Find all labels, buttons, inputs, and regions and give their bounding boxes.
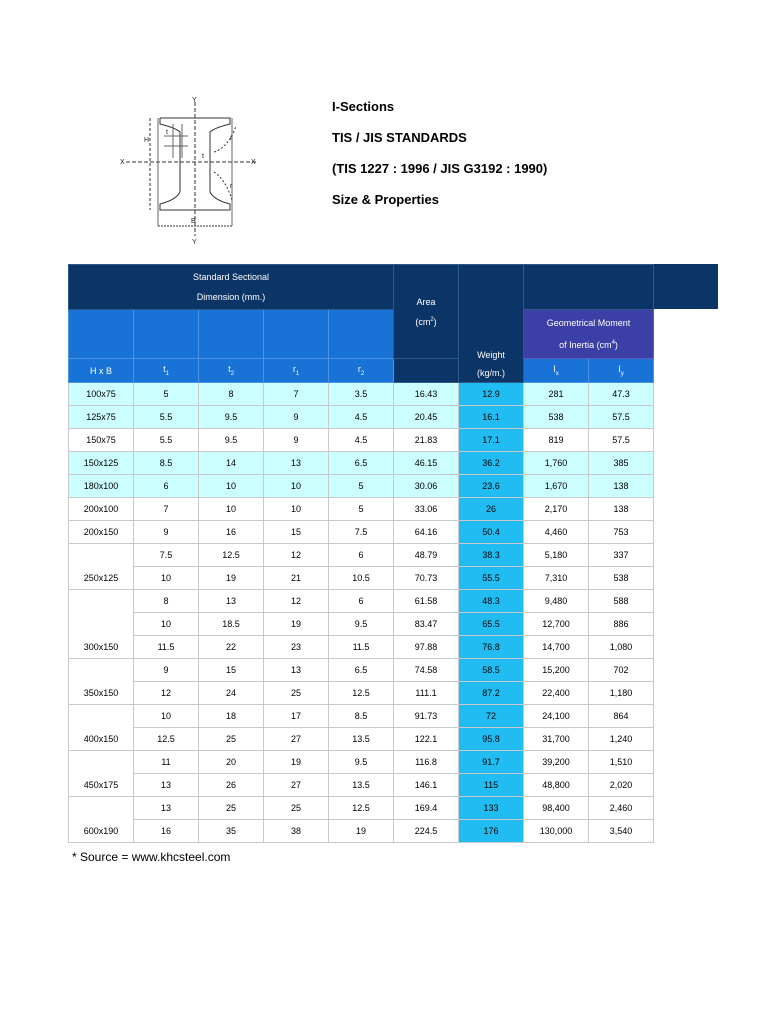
cell-area: 116.8 bbox=[394, 751, 459, 774]
cell-ix: 1,670 bbox=[524, 475, 589, 498]
cell-r2: 12.5 bbox=[329, 797, 394, 820]
cell-r2: 12.5 bbox=[329, 682, 394, 705]
cell-iy: 538 bbox=[589, 567, 654, 590]
t2-header-top bbox=[199, 310, 264, 359]
cell-ix: 4,460 bbox=[524, 521, 589, 544]
cell-t1: 5.5 bbox=[134, 429, 199, 452]
cell-t1: 10 bbox=[134, 705, 199, 728]
cell-t2: 8 bbox=[199, 383, 264, 406]
cell-r2: 9.5 bbox=[329, 613, 394, 636]
cell-t1: 12.5 bbox=[134, 728, 199, 751]
cell-r1: 25 bbox=[264, 682, 329, 705]
cell-r1: 21 bbox=[264, 567, 329, 590]
standard-header-line1: Standard Sectional bbox=[192, 272, 270, 282]
cell-t1: 5.5 bbox=[134, 406, 199, 429]
cell-t2: 26 bbox=[199, 774, 264, 797]
table-row bbox=[69, 383, 654, 406]
cell-weight: 115 bbox=[459, 774, 524, 797]
table-row bbox=[69, 613, 654, 636]
cell-t2: 9.5 bbox=[199, 406, 264, 429]
column-header-t1 bbox=[134, 359, 199, 383]
cell-iy: 753 bbox=[589, 521, 654, 544]
iy-subscript: y bbox=[620, 370, 624, 377]
document-heading bbox=[332, 98, 547, 222]
cell-r2: 6 bbox=[329, 544, 394, 567]
cell-t1: 16 bbox=[134, 820, 199, 843]
cell-ix: 22,400 bbox=[524, 682, 589, 705]
heading-standard-codes: (TIS 1227 : 1996 / JIS G3192 : 1990) bbox=[332, 161, 548, 176]
cell-hb: 300x150 bbox=[69, 590, 134, 659]
cell-iy: 702 bbox=[589, 659, 654, 682]
area-unit: (cm bbox=[415, 316, 431, 327]
table-row bbox=[69, 636, 654, 659]
cell-t2: 9.5 bbox=[199, 429, 264, 452]
table-row bbox=[69, 682, 654, 705]
cell-t2: 25 bbox=[199, 797, 264, 820]
cell-r1: 19 bbox=[264, 751, 329, 774]
cell-area: 111.1 bbox=[394, 682, 459, 705]
cell-ix: 31,700 bbox=[524, 728, 589, 751]
t1-header-top bbox=[134, 310, 199, 359]
r1-label: r bbox=[292, 364, 296, 375]
table-row bbox=[69, 498, 654, 521]
cell-hb: 150x75 bbox=[69, 429, 134, 452]
cell-ix: 39,200 bbox=[524, 751, 589, 774]
cell-area: 61.58 bbox=[394, 590, 459, 613]
cell-r1: 27 bbox=[264, 728, 329, 751]
cell-t1: 7.5 bbox=[134, 544, 199, 567]
cell-r1: 10 bbox=[264, 498, 329, 521]
cell-hb: 150x125 bbox=[69, 452, 134, 475]
table-row bbox=[69, 728, 654, 751]
cell-area: 46.15 bbox=[394, 452, 459, 475]
cell-t2: 18.5 bbox=[199, 613, 264, 636]
r2-subscript: 2 bbox=[360, 370, 365, 377]
t1-label: t bbox=[163, 364, 166, 375]
cell-iy: 138 bbox=[589, 475, 654, 498]
cell-r2: 3.5 bbox=[329, 383, 394, 406]
heading-subtitle: Size & Properties bbox=[332, 192, 439, 207]
diagram-label-x-right: X bbox=[251, 159, 256, 166]
cell-r2: 13.5 bbox=[329, 774, 394, 797]
cell-r2: 5 bbox=[329, 475, 394, 498]
cell-ix: 48,800 bbox=[524, 774, 589, 797]
cell-r2: 13.5 bbox=[329, 728, 394, 751]
cell-weight: 12.9 bbox=[459, 383, 524, 406]
cell-hb: 350x150 bbox=[69, 659, 134, 705]
cell-hb: 400x150 bbox=[69, 705, 134, 751]
cell-weight: 95.8 bbox=[459, 728, 524, 751]
table-row bbox=[69, 475, 654, 498]
cell-ix: 14,700 bbox=[524, 636, 589, 659]
cell-weight: 87.2 bbox=[459, 682, 524, 705]
cell-t1: 8.5 bbox=[134, 452, 199, 475]
table-row bbox=[69, 774, 654, 797]
cell-r2: 4.5 bbox=[329, 429, 394, 452]
cell-weight: 36.2 bbox=[459, 452, 524, 475]
cell-weight: 65.5 bbox=[459, 613, 524, 636]
cell-r2: 6.5 bbox=[329, 659, 394, 682]
cell-iy: 886 bbox=[589, 613, 654, 636]
t1-subscript: 1 bbox=[165, 370, 169, 377]
cell-t1: 7 bbox=[134, 498, 199, 521]
cell-weight: 17.1 bbox=[459, 429, 524, 452]
cell-area: 83.47 bbox=[394, 613, 459, 636]
cell-t2: 24 bbox=[199, 682, 264, 705]
column-header-ix bbox=[524, 359, 589, 383]
cell-iy: 1,510 bbox=[589, 751, 654, 774]
cell-weight: 91.7 bbox=[459, 751, 524, 774]
cell-hb: 100x75 bbox=[69, 383, 134, 406]
cell-r1: 17 bbox=[264, 705, 329, 728]
cell-t1: 11.5 bbox=[134, 636, 199, 659]
moment-unit-sup: 4 bbox=[611, 340, 615, 346]
i-section-diagram bbox=[118, 96, 258, 246]
cell-iy: 2,020 bbox=[589, 774, 654, 797]
cell-t1: 13 bbox=[134, 774, 199, 797]
cell-t2: 18 bbox=[199, 705, 264, 728]
cell-weight: 26 bbox=[459, 498, 524, 521]
table-row bbox=[69, 820, 654, 843]
cell-ix: 7,310 bbox=[524, 567, 589, 590]
cell-r1: 27 bbox=[264, 774, 329, 797]
table-row bbox=[69, 544, 654, 567]
moment-header-line1: Geometrical Moment bbox=[546, 318, 631, 328]
cell-r2: 8.5 bbox=[329, 705, 394, 728]
cell-iy: 337 bbox=[589, 544, 654, 567]
cell-t1: 13 bbox=[134, 797, 199, 820]
cell-t1: 6 bbox=[134, 475, 199, 498]
r2-label: r bbox=[357, 364, 361, 375]
cell-ix: 98,400 bbox=[524, 797, 589, 820]
table-row bbox=[69, 567, 654, 590]
diagram-label-h: H bbox=[144, 137, 150, 144]
cell-area: 91.73 bbox=[394, 705, 459, 728]
cell-weight: 23.6 bbox=[459, 475, 524, 498]
cell-ix: 281 bbox=[524, 383, 589, 406]
area-header: Area $(cm^2)$ bbox=[394, 265, 459, 359]
header-extension-block bbox=[653, 264, 718, 309]
cell-ix: 538 bbox=[524, 406, 589, 429]
cell-r1: 7 bbox=[264, 383, 329, 406]
cell-r2: 10.5 bbox=[329, 567, 394, 590]
cell-ix: 130,000 bbox=[524, 820, 589, 843]
cell-r2: 19 bbox=[329, 820, 394, 843]
cell-r1: 9 bbox=[264, 429, 329, 452]
area-label: Area bbox=[416, 296, 436, 307]
cell-area: 224.5 bbox=[394, 820, 459, 843]
column-header-t2 bbox=[199, 359, 264, 383]
cell-t2: 20 bbox=[199, 751, 264, 774]
cell-t1: 8 bbox=[134, 590, 199, 613]
cell-iy: 864 bbox=[589, 705, 654, 728]
cell-r2: 9.5 bbox=[329, 751, 394, 774]
column-header-r2 bbox=[329, 359, 394, 383]
cell-iy: 1,240 bbox=[589, 728, 654, 751]
cell-area: 146.1 bbox=[394, 774, 459, 797]
cell-iy: 3,540 bbox=[589, 820, 654, 843]
cell-t1: 10 bbox=[134, 567, 199, 590]
diagram-label-r1: r bbox=[230, 135, 233, 142]
cell-hb: 600x190 bbox=[69, 797, 134, 843]
cell-area: 33.06 bbox=[394, 498, 459, 521]
r2-header-top bbox=[329, 310, 394, 359]
cell-r1: 19 bbox=[264, 613, 329, 636]
cell-t2: 16 bbox=[199, 521, 264, 544]
cell-r2: 6 bbox=[329, 590, 394, 613]
cell-r1: 15 bbox=[264, 521, 329, 544]
cell-area: 20.45 bbox=[394, 406, 459, 429]
cell-iy: 57.5 bbox=[589, 429, 654, 452]
cell-r2: 5 bbox=[329, 498, 394, 521]
cell-weight: 38.3 bbox=[459, 544, 524, 567]
t2-subscript: 2 bbox=[230, 370, 234, 377]
i-section-table bbox=[68, 264, 654, 843]
cell-t2: 35 bbox=[199, 820, 264, 843]
cell-ix: 2,170 bbox=[524, 498, 589, 521]
cell-t1: 11 bbox=[134, 751, 199, 774]
cell-ix: 24,100 bbox=[524, 705, 589, 728]
cell-r1: 25 bbox=[264, 797, 329, 820]
diagram-label-y-bottom: Y bbox=[192, 239, 197, 246]
cell-area: 30.06 bbox=[394, 475, 459, 498]
moment-header-line2: of Inertia (cm bbox=[559, 340, 612, 350]
cell-hb: 450x175 bbox=[69, 751, 134, 797]
cell-r1: 13 bbox=[264, 452, 329, 475]
cell-weight: 176 bbox=[459, 820, 524, 843]
diagram-label-t2: t bbox=[202, 153, 204, 160]
diagram-label-t1: t bbox=[166, 129, 168, 136]
cell-hb: 200x100 bbox=[69, 498, 134, 521]
cell-area: 70.73 bbox=[394, 567, 459, 590]
cell-t2: 10 bbox=[199, 475, 264, 498]
table-row bbox=[69, 797, 654, 820]
cell-t2: 14 bbox=[199, 452, 264, 475]
t2-label: t bbox=[228, 364, 231, 375]
diagram-label-y-top: Y bbox=[192, 97, 197, 104]
source-note: * Source = www.khcsteel.com bbox=[72, 850, 231, 864]
iy-label: I bbox=[618, 364, 621, 375]
cell-r1: 9 bbox=[264, 406, 329, 429]
cell-t2: 12.5 bbox=[199, 544, 264, 567]
r1-subscript: 1 bbox=[295, 370, 300, 377]
cell-area: 21.83 bbox=[394, 429, 459, 452]
cell-t1: 9 bbox=[134, 659, 199, 682]
table-row bbox=[69, 452, 654, 475]
cell-r1: 12 bbox=[264, 544, 329, 567]
cell-ix: 9,480 bbox=[524, 590, 589, 613]
cell-r2: 6.5 bbox=[329, 452, 394, 475]
cell-t1: 5 bbox=[134, 383, 199, 406]
column-header-r1 bbox=[264, 359, 329, 383]
cell-weight: 50.4 bbox=[459, 521, 524, 544]
weight-header bbox=[459, 265, 524, 383]
cell-ix: 1,760 bbox=[524, 452, 589, 475]
cell-iy: 588 bbox=[589, 590, 654, 613]
moment-of-inertia-header: Geometrical Moment of Inertia $(cm^4)$ bbox=[524, 310, 654, 359]
standard-header-line2: Dimension (mm.) bbox=[196, 292, 266, 302]
cell-r1: 13 bbox=[264, 659, 329, 682]
cell-weight: 133 bbox=[459, 797, 524, 820]
cell-area: 169.4 bbox=[394, 797, 459, 820]
cell-t2: 15 bbox=[199, 659, 264, 682]
cell-iy: 385 bbox=[589, 452, 654, 475]
cell-r1: 38 bbox=[264, 820, 329, 843]
cell-weight: 76.8 bbox=[459, 636, 524, 659]
cell-t2: 13 bbox=[199, 590, 264, 613]
weight-label: Weight bbox=[477, 350, 505, 360]
cell-hb: 125x75 bbox=[69, 406, 134, 429]
weight-unit: (kg/m.) bbox=[477, 368, 505, 378]
area-header-bottom bbox=[394, 359, 459, 383]
cell-area: 16.43 bbox=[394, 383, 459, 406]
cell-t1: 12 bbox=[134, 682, 199, 705]
table-row bbox=[69, 521, 654, 544]
heading-standards: TIS / JIS STANDARDS bbox=[332, 130, 467, 145]
cell-iy: 1,180 bbox=[589, 682, 654, 705]
table-row bbox=[69, 659, 654, 682]
cell-r1: 10 bbox=[264, 475, 329, 498]
diagram-label-x-left: X bbox=[120, 159, 125, 166]
cell-weight: 72 bbox=[459, 705, 524, 728]
hb-header-top bbox=[69, 310, 134, 359]
cell-iy: 138 bbox=[589, 498, 654, 521]
cell-iy: 47.3 bbox=[589, 383, 654, 406]
cell-hb: 200x150 bbox=[69, 521, 134, 544]
cell-ix: 15,200 bbox=[524, 659, 589, 682]
area-unit-sup: 2 bbox=[430, 316, 434, 323]
cell-area: 122.1 bbox=[394, 728, 459, 751]
cell-area: 48.79 bbox=[394, 544, 459, 567]
column-header-iy bbox=[589, 359, 654, 383]
cell-ix: 12,700 bbox=[524, 613, 589, 636]
table-row bbox=[69, 406, 654, 429]
table-row bbox=[69, 590, 654, 613]
cell-t2: 19 bbox=[199, 567, 264, 590]
cell-iy: 2,460 bbox=[589, 797, 654, 820]
table-row bbox=[69, 705, 654, 728]
cell-weight: 58.5 bbox=[459, 659, 524, 682]
cell-t1: 10 bbox=[134, 613, 199, 636]
diagram-label-b: B bbox=[191, 218, 196, 225]
cell-t1: 9 bbox=[134, 521, 199, 544]
cell-weight: 16.1 bbox=[459, 406, 524, 429]
cell-ix: 819 bbox=[524, 429, 589, 452]
cell-r2: 11.5 bbox=[329, 636, 394, 659]
cell-weight: 48.3 bbox=[459, 590, 524, 613]
cell-hb: 180x100 bbox=[69, 475, 134, 498]
ix-subscript: x bbox=[555, 370, 559, 377]
cell-r2: 4.5 bbox=[329, 406, 394, 429]
moment-header-spacer bbox=[524, 265, 654, 310]
column-header-hb: H x B bbox=[69, 359, 134, 383]
cell-r1: 23 bbox=[264, 636, 329, 659]
cell-area: 97.88 bbox=[394, 636, 459, 659]
cell-r1: 12 bbox=[264, 590, 329, 613]
cell-t2: 22 bbox=[199, 636, 264, 659]
standard-dimension-header bbox=[69, 265, 394, 310]
cell-area: 64.16 bbox=[394, 521, 459, 544]
cell-ix: 5,180 bbox=[524, 544, 589, 567]
table-row bbox=[69, 751, 654, 774]
ix-label: I bbox=[553, 364, 556, 375]
cell-t2: 10 bbox=[199, 498, 264, 521]
heading-title: I-Sections bbox=[332, 99, 395, 114]
cell-r2: 7.5 bbox=[329, 521, 394, 544]
cell-area: 74.58 bbox=[394, 659, 459, 682]
table-row bbox=[69, 429, 654, 452]
diagram-label-r2: r bbox=[230, 183, 233, 190]
cell-t2: 25 bbox=[199, 728, 264, 751]
cell-iy: 1,080 bbox=[589, 636, 654, 659]
cell-hb: 250x125 bbox=[69, 544, 134, 590]
cell-weight: 55.5 bbox=[459, 567, 524, 590]
r1-header-top bbox=[264, 310, 329, 359]
cell-iy: 57.5 bbox=[589, 406, 654, 429]
